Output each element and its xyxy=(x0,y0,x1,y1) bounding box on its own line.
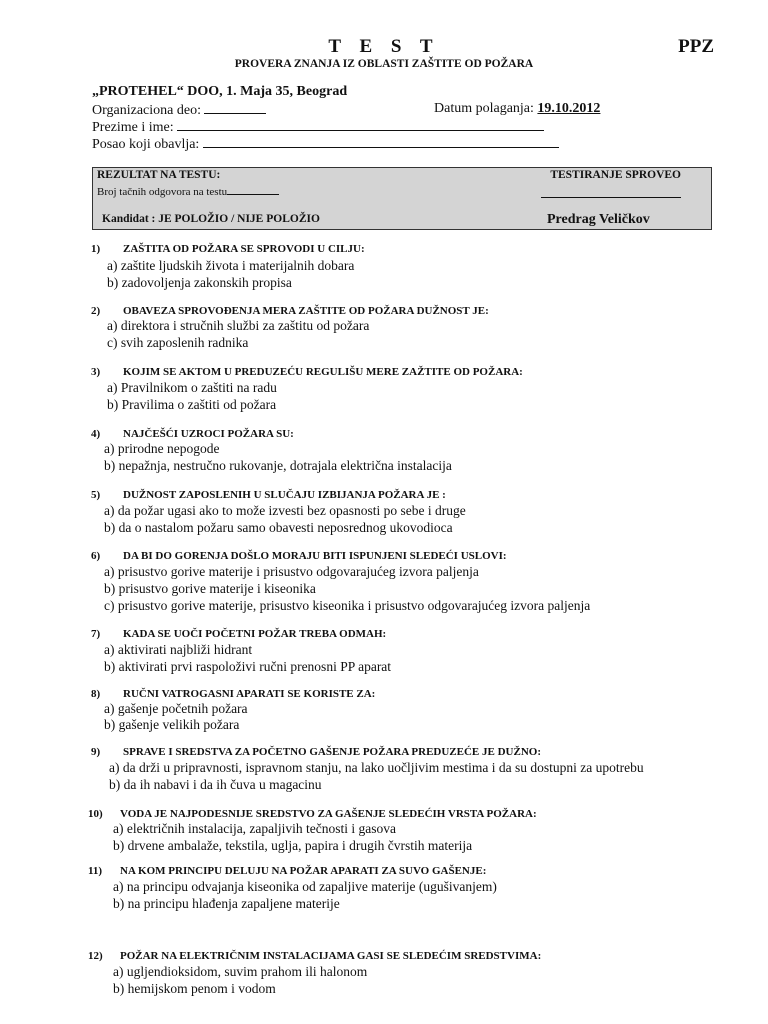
signature-line[interactable] xyxy=(541,197,681,198)
question-9-option[interactable]: a) da drži u pripravnosti, ispravnom stanju, na lako uočljivim mestima i da su dostupni za upotrebu xyxy=(109,760,644,775)
tester-name: Predrag Veličkov xyxy=(547,212,650,227)
question-1-heading xyxy=(91,243,365,255)
correct-count xyxy=(97,184,279,198)
question-6-option[interactable]: b) prisustvo gorive materije i kiseonika xyxy=(104,581,316,596)
org-field xyxy=(92,101,266,119)
question-number: 2) xyxy=(91,305,101,317)
question-4-option[interactable]: b) nepažnja, nestručno rukovanje, dotrajala električna instalacija xyxy=(104,458,452,473)
question-text: NAJČEŠĆI UZROCI POŽARA SU: xyxy=(123,428,294,440)
question-number: 1) xyxy=(91,243,101,255)
question-number: 8) xyxy=(91,688,101,700)
question-8-heading xyxy=(91,688,375,700)
question-4-heading xyxy=(91,428,294,440)
test-subtitle: PROVERA ZNANJA IZ OBLASTI ZAŠTITE OD POŽARA xyxy=(234,58,534,70)
org-blank[interactable] xyxy=(204,101,266,114)
question-11-option[interactable]: a) na principu odvajanja kiseonika od zapaljive materije (ugušivanjem) xyxy=(113,879,497,894)
question-text: POŽAR NA ELEKTRIČNIM INSTALACIJAMA GASI SE SLEDEĆIM SREDSTVIMA: xyxy=(120,950,542,962)
question-number: 7) xyxy=(91,628,101,640)
question-text: RUČNI VATROGASNI APARATI SE KORISTE ZA: xyxy=(123,688,376,700)
correct-count-blank[interactable] xyxy=(227,184,279,195)
question-12-option[interactable]: a) ugljendioksidom, suvim prahom ili halonom xyxy=(113,964,368,979)
question-6-option[interactable]: a) prisustvo gorive materije i prisustvo odgovarajućeg izvora paljenja xyxy=(104,564,479,579)
question-text: KOJIM SE AKTOM U PREDUZEĆU REGULIŠU MERE ZAŽTITE OD POŽARA: xyxy=(123,366,523,378)
result-box xyxy=(92,167,712,230)
question-text: VODA JE NAJPODESNIJE SREDSTVO ZA GAŠENJE SLEDEĆIH VRSTA POŽARA: xyxy=(120,808,537,820)
question-6-heading xyxy=(91,550,507,562)
question-text: DA BI DO GORENJA DOŠLO MORAJU BITI ISPUNJENI SLEDEĆI USLOVI: xyxy=(123,550,507,562)
question-4-option[interactable]: a) prirodne nepogode xyxy=(104,441,220,456)
question-number: 10) xyxy=(88,808,103,820)
job-blank[interactable] xyxy=(203,135,559,148)
date-value: 19.10.2012 xyxy=(537,101,601,116)
question-2-option[interactable]: a) direktora i stručnih službi za zaštitu od požara xyxy=(107,318,370,333)
name-label: Prezime i ime: xyxy=(92,120,174,135)
date-field xyxy=(434,101,600,117)
question-number: 4) xyxy=(91,428,101,440)
question-12-heading xyxy=(88,950,541,962)
job-field xyxy=(92,135,559,153)
tested-by-label: TESTIRANJE SPROVEO xyxy=(550,169,681,181)
test-code: PPZ xyxy=(678,36,714,57)
question-7-option[interactable]: a) aktivirati najbliži hidrant xyxy=(104,642,253,657)
question-number: 6) xyxy=(91,550,101,562)
question-text: DUŽNOST ZAPOSLENIH U SLUČAJU IZBIJANJA POŽARA JE : xyxy=(123,489,446,501)
question-1-option[interactable]: a) zaštite ljudskih života i materijalnih dobara xyxy=(107,258,355,273)
question-number: 11) xyxy=(88,865,103,877)
question-11-option[interactable]: b) na principu hlađenja zapaljene materije xyxy=(113,896,340,911)
question-10-option[interactable]: a) električnih instalacija, zapaljivih tečnosti i gasova xyxy=(113,821,397,836)
question-8-option[interactable]: a) gašenje početnih požara xyxy=(104,701,248,716)
correct-count-label: Broj tačnih odgovora na testu xyxy=(97,186,228,198)
question-number: 5) xyxy=(91,489,101,501)
question-3-heading xyxy=(91,366,523,378)
question-7-option[interactable]: b) aktivirati prvi raspoloživi ručni prenosni PP aparat xyxy=(104,659,392,674)
question-7-heading xyxy=(91,628,386,640)
question-5-option[interactable]: b) da o nastalom požaru samo obavesti neposrednog ukovodioca xyxy=(104,520,453,535)
question-text: NA KOM PRINCIPU DELUJU NA POŽAR APARATI ZA SUVO GAŠENJE: xyxy=(120,865,487,877)
question-1-option[interactable]: b) zadovoljenja zakonskih propisa xyxy=(107,275,292,290)
org-label: Organizaciona deo: xyxy=(92,103,201,118)
question-5-option[interactable]: a) da požar ugasi ako to može izvesti bez opasnosti po sebe i druge xyxy=(104,503,466,518)
question-2-heading xyxy=(91,305,489,317)
question-2-option[interactable]: c) svih zaposlenih radnika xyxy=(107,335,249,350)
question-number: 12) xyxy=(88,950,103,962)
result-label: REZULTAT NA TESTU: xyxy=(97,169,221,181)
question-number: 3) xyxy=(91,366,101,378)
question-11-heading xyxy=(88,865,486,877)
question-3-option[interactable]: a) Pravilnikom o zaštiti na radu xyxy=(107,380,277,395)
name-blank[interactable] xyxy=(177,118,544,131)
question-text: KADA SE UOČI POČETNI POŽAR TREBA ODMAH: xyxy=(123,628,387,640)
job-label: Posao koji obavlja: xyxy=(92,137,200,152)
name-field xyxy=(92,118,544,136)
question-text: SPRAVE I SREDSTVA ZA POČETNO GAŠENJE POŽARA PREDUZEĆE JE DUŽNO: xyxy=(123,746,541,758)
question-10-heading xyxy=(88,808,537,820)
question-5-heading xyxy=(91,489,446,501)
test-title: T E S T xyxy=(328,36,440,57)
question-number: 9) xyxy=(91,746,101,758)
date-label: Datum polaganja: xyxy=(434,101,534,116)
question-text: OBAVEZA SPROVOĐENJA MERA ZAŠTITE OD POŽARA DUŽNOST JE: xyxy=(123,305,489,317)
question-9-option[interactable]: b) da ih nabavi i da ih čuva u magacinu xyxy=(109,777,322,792)
question-12-option[interactable]: b) hemijskom penom i vodom xyxy=(113,981,276,996)
question-9-heading xyxy=(91,746,541,758)
question-8-option[interactable]: b) gašenje velikih požara xyxy=(104,717,240,732)
question-3-option[interactable]: b) Pravilima o zaštiti od požara xyxy=(107,397,277,412)
company-name: „PROTEHEL“ DOO, 1. Maja 35, Beograd xyxy=(92,84,348,99)
question-10-option[interactable]: b) drvene ambalaže, tekstila, uglja, papira i drugih čvrstih materija xyxy=(113,838,473,853)
question-text: ZAŠTITA OD POŽARA SE SPROVODI U CILJU: xyxy=(123,243,365,255)
candidate-status: Kandidat : JE POLOŽIO / NIJE POLOŽIO xyxy=(102,213,320,225)
question-6-option[interactable]: c) prisustvo gorive materije, prisustvo kiseonika i prisustvo odgovarajućeg izvora paljenja xyxy=(104,598,591,613)
